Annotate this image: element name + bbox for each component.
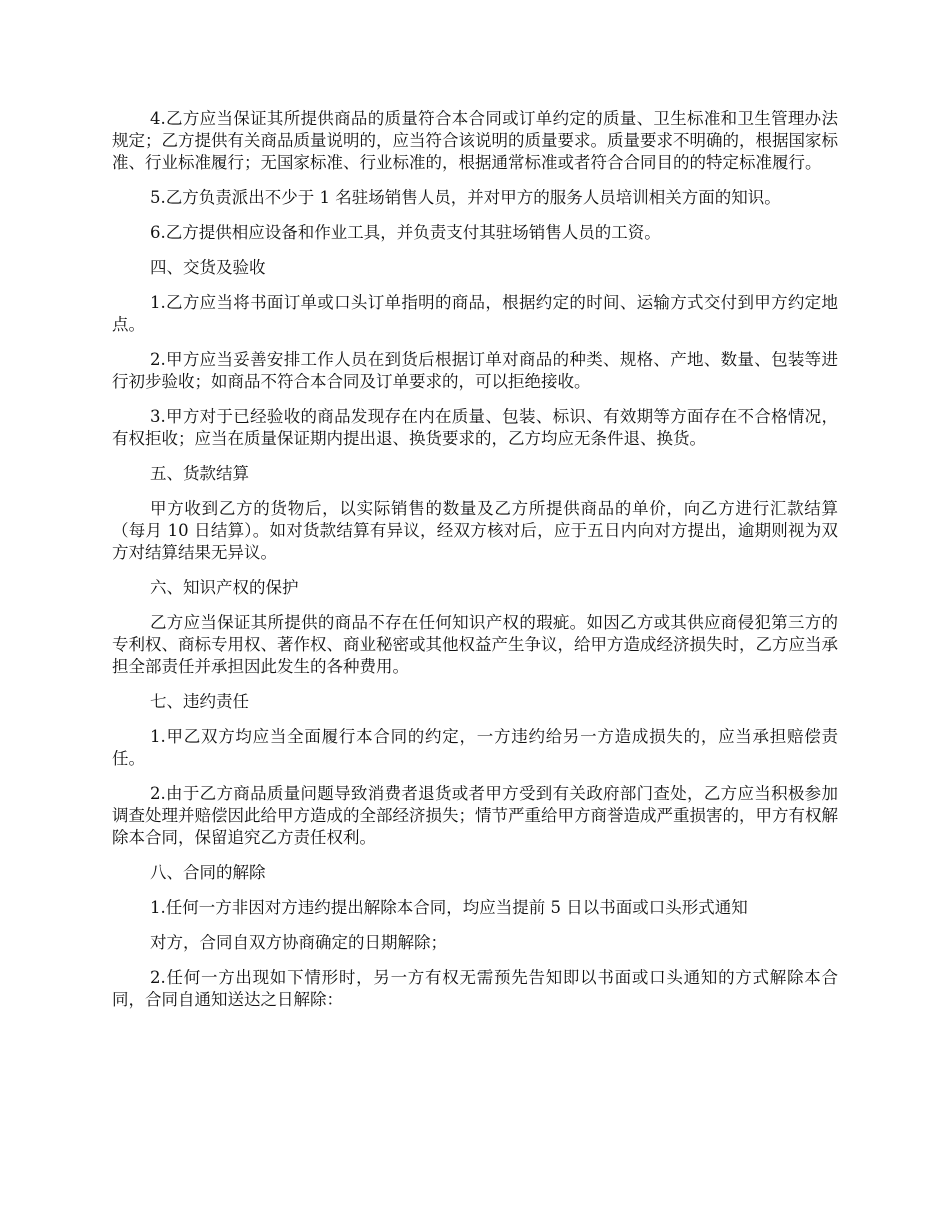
section-heading-settlement: 五、货款结算: [150, 464, 249, 483]
clause-termination-date: 对方，合同自双方协商确定的日期解除；: [150, 933, 447, 952]
document-page: [112, 108, 838, 1024]
section-heading-ip: 六、知识产权的保护: [150, 578, 299, 597]
clause-payment-settlement: 甲方收到乙方的货物后，以实际销售的数量及乙方所提供商品的单价，向乙方进行汇款结算（每月 10 日结算）。如对货款结算有异议，经双方核对后，应于五日内向对方提出，逾期则视为双方对结算结果无异议。: [112, 499, 838, 562]
clause-quality-guarantee: 4.乙方应当保证其所提供商品的质量符合本合同或订单约定的质量、卫生标准和卫生管理办法规定；乙方提供有关商品质量说明的，应当符合该说明的质量要求。质量要求不明确的，根据国家标准、行业标准履行；无国家标准、行业标准的，根据通常标准或者符合合同目的的特定标准履行。: [112, 109, 838, 172]
clause-sales-staff: 5.乙方负责派出不少于 1 名驻场销售人员，并对甲方的服务人员培训相关方面的知识。: [150, 188, 781, 207]
clause-quality-investigation: 2.由于乙方商品质量问题导致消费者退货或者甲方受到有关政府部门查处，乙方应当积极参加调查处理并赔偿因此给甲方造成的全部经济损失；情节严重给甲方商誉造成严重损害的，甲方有权解除本合同，保留追究乙方责任权利。: [112, 784, 838, 847]
section-heading-liability: 七、违约责任: [150, 692, 249, 711]
clause-equipment-wages: 6.乙方提供相应设备和作业工具，并负责支付其驻场销售人员的工资。: [150, 223, 661, 242]
clause-termination-notice: 1.任何一方非因对方违约提出解除本合同，均应当提前 5 日以书面或口头形式通知: [150, 898, 748, 917]
clause-delivery-location: 1.乙方应当将书面订单或口头订单指明的商品，根据约定的时间、运输方式交付到甲方约定地点。: [112, 293, 838, 334]
clause-rejection-return: 3.甲方对于已经验收的商品发现存在内在质量、包装、标识、有效期等方面存在不合格情况，有权拒收；应当在质量保证期内提出退、换货要求的，乙方均应无条件退、换货。: [112, 407, 838, 448]
section-heading-delivery: 四、交货及验收: [150, 258, 266, 277]
clause-initial-inspection: 2.甲方应当妥善安排工作人员在到货后根据订单对商品的种类、规格、产地、数量、包装等进行初步验收；如商品不符合本合同及订单要求的，可以拒绝接收。: [112, 350, 838, 391]
clause-breach-compensation: 1.甲乙双方均应当全面履行本合同的约定，一方违约给另一方造成损失的，应当承担赔偿责任。: [112, 727, 838, 768]
section-heading-termination: 八、合同的解除: [150, 863, 266, 882]
clause-ip-protection: 乙方应当保证其所提供的商品不存在任何知识产权的瑕疵。如因乙方或其供应商侵犯第三方的专利权、商标专用权、著作权、商业秘密或其他权益产生争议，给甲方造成经济损失时，乙方应当承担全部责任并承担因此发生的各种费用。: [112, 613, 838, 676]
clause-immediate-termination: 2.任何一方出现如下情形时，另一方有权无需预先告知即以书面或口头通知的方式解除本合同，合同自通知送达之日解除：: [112, 968, 838, 1009]
